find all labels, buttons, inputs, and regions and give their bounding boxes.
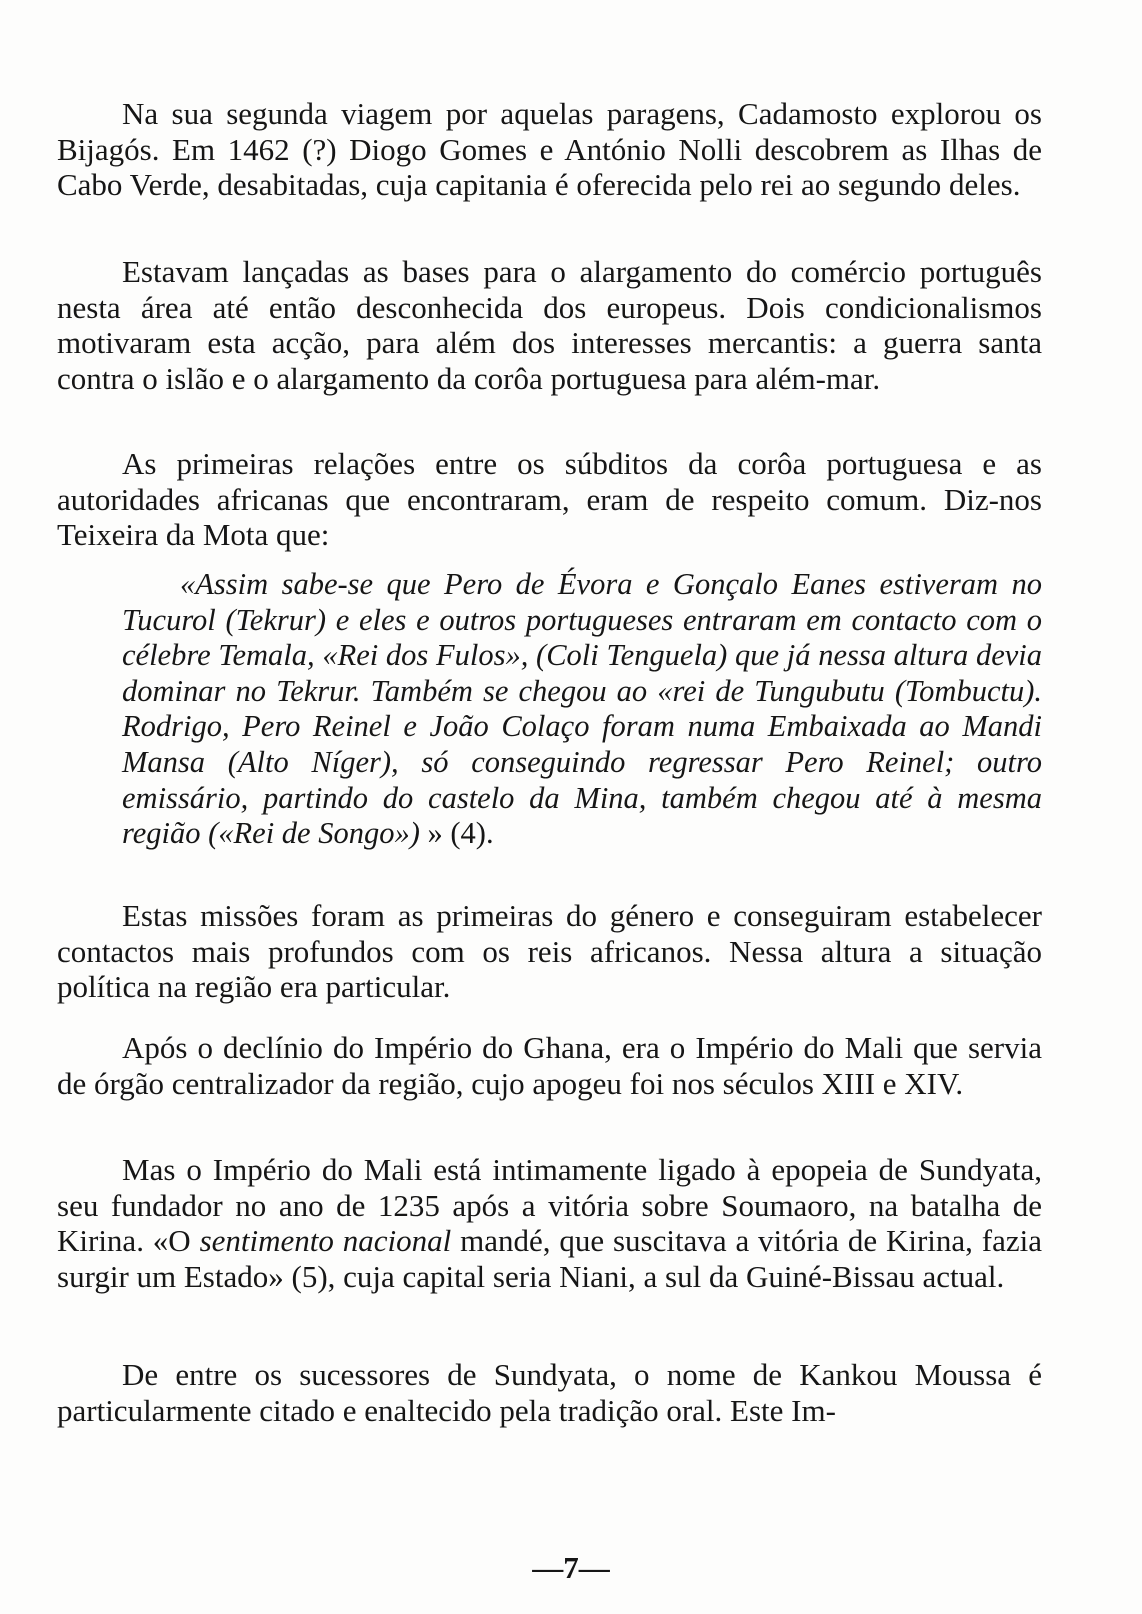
paragraph-sundyata — [57, 1152, 1042, 1294]
paragraph-kankou-moussa: De entre os sucessores de Sundyata, o nome de Kankou Moussa é particularmente citado e enaltecido pela tradição oral. Este Im- — [57, 1357, 1042, 1428]
paragraph-missions: Estas missões foram as primeiras do género e conseguiram estabelecer contactos mais profundos com os reis africanos. Nessa altura a situação política na região era particular. — [57, 898, 1042, 1005]
paragraph-cadamosto: Na sua segunda viagem por aquelas paragens, Cadamosto explorou os Bijagós. Em 1462 (?) Diogo Gomes e António Nolli descobrem as Ilhas de Cabo Verde, desabitadas, cuja capitania é oferecida pelo rei ao segundo deles. — [57, 96, 1042, 203]
block-quote-teixeira-da-mota — [122, 567, 1042, 852]
paragraph-first-relations: As primeiras relações entre os súbditos da corôa portuguesa e as autoridades africanas que encontraram, eram de respeito comum. Diz-nos Teixeira da Mota que: — [57, 446, 1042, 553]
quote-text: «Assim sabe-se que Pero de Évora e Gonçalo Eanes estiveram no Tucurol (Tekrur) e eles e outros portugueses entraram em contacto com o célebre Temala, «Rei dos Fulos», (Coli Tenguela) que já nessa altura devia dominar no Tekrur. Também se chegou ao «rei de Tungubutu (Tombuctu). Rodrigo, Pero Reinel e João Colaço foram numa Embaixada ao Mandi Mansa (Alto Níger), só conseguindo regressar Pero Reinel; outro emissário, partindo do castelo da Mina, também chegou até à mesma região («Rei de Songo») — [122, 567, 1042, 851]
sundyata-text-part1: Mas o Império do Mali está intimamente ligado à epopeia de Sundyata, seu fundador no ano de 1235 após a vitória sobre Soumaoro, na batalha de Kirina. «O — [57, 1152, 1042, 1259]
sundyata-emphasis: sentimento nacional — [199, 1223, 452, 1259]
quote-closing: » (4). — [419, 816, 494, 851]
page-number: —7— — [532, 1550, 610, 1585]
paragraph-commerce-bases: Estavam lançadas as bases para o alargamento do comércio português nesta área até então desconhecida dos europeus. Dois condicionalismos motivaram esta acção, para além dos interesses mercantis: a guerra santa contra o islão e o alargamento da corôa portuguesa para além-mar. — [57, 254, 1042, 396]
paragraph-mali-empire: Após o declínio do Império do Ghana, era o Império do Mali que servia de órgão centralizador da região, cujo apogeu foi nos séculos XIII e XIV. — [57, 1030, 1042, 1101]
sundyata-text-part2: mandé, que suscitava a vitória de Kirina, fazia surgir um Estado» (5), cuja capital seria Niani, a sul da Guiné-Bissau actual. — [57, 1223, 1042, 1294]
